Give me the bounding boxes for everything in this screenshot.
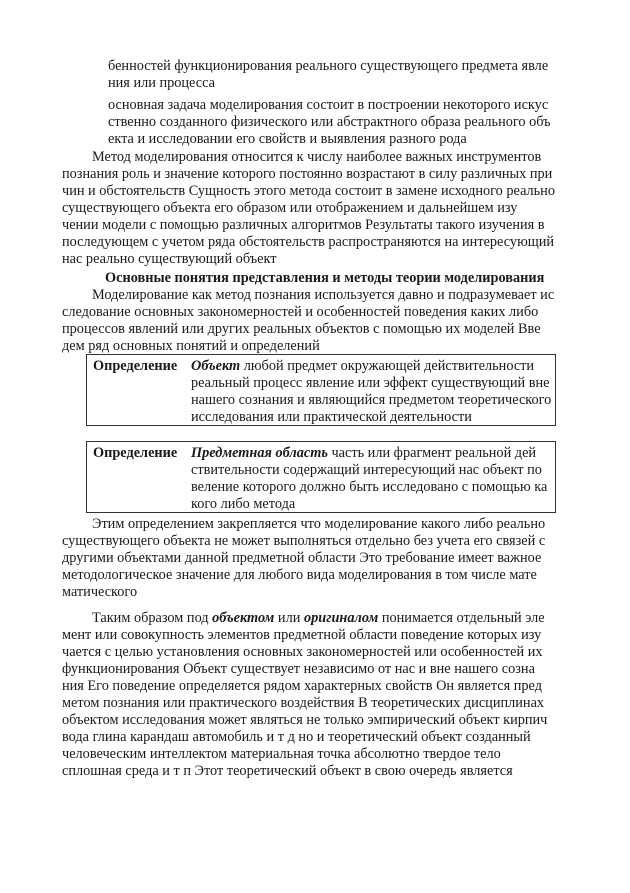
list-item-line: ния или процесса <box>108 75 215 91</box>
paragraph-line: Моделирование как метод познания используется давно и подразумевает ис <box>92 287 555 303</box>
paragraph-line: вода глина карандаш автомобиль и т д но и теоретический объект созданный <box>62 729 531 745</box>
definition-box-object <box>86 354 556 426</box>
paragraph-line: последующем с учетом ряда обстоятельств распространяются на интересующий <box>62 234 555 250</box>
text-run: или <box>274 610 304 626</box>
paragraph-line: следование основных закономерностей и особенностей поведения каких либо <box>62 304 539 320</box>
paragraph-line: процессов явлений или других реальных объектов с помощью их моделей Вве <box>62 321 541 337</box>
paragraph-line: существующего объекта не может выполняться отдельно без учета его связей с <box>62 533 546 549</box>
text-run: понимается отдельный эле <box>378 610 545 626</box>
paragraph-line: ния Его поведение определяется рядом характерных свойств Он является пред <box>62 678 542 694</box>
list-item-line: бенностей функционирования реального существующего предмета явле <box>108 58 549 74</box>
paragraph-line: функционирования Объект существует независимо от нас и вне нашего созна <box>62 661 535 677</box>
definition-first-line <box>191 445 536 462</box>
paragraph-line: объектом исследования может являться не только эмпирический объект кирпич <box>62 712 548 728</box>
definition-box-subject-area <box>86 441 556 513</box>
paragraph-line: чается с целью установления основных закономерностей или особенностей их <box>62 644 543 660</box>
paragraph-line: другими объектами данной предметной области Это требование имеет важное <box>62 550 542 566</box>
paragraph-line: матического <box>62 584 138 600</box>
list-item-line: ственно созданного физического или абстрактного образа реального объ <box>108 114 551 130</box>
definition-text: кого либо метода <box>191 496 296 512</box>
paragraph-line: методологическое значение для любого вида моделирования в том числе мате <box>62 567 537 583</box>
paragraph-line: Этим определением закрепляется что моделирование какого либо реально <box>92 516 546 532</box>
list-item-line: основная задача моделирования состоит в построении некоторого искус <box>108 97 549 113</box>
definition-text: нашего сознания и являющийся предметом теоретического <box>191 392 552 408</box>
paragraph-line: дем ряд основных понятий и определений <box>62 338 320 354</box>
definition-first-line <box>191 358 534 375</box>
definition-text: ствительности содержащий интересующий нас объект по <box>191 462 542 478</box>
emphasis-term: объектом <box>212 610 275 626</box>
definition-text: веление которого должно быть исследовано с помощью ка <box>191 479 548 495</box>
definition-text: часть или фрагмент реальной дей <box>327 445 537 461</box>
section-heading: Основные понятия представления и методы теории моделирования <box>105 270 545 286</box>
definition-term: Предметная область <box>191 445 328 461</box>
definition-term: Объект <box>191 358 241 374</box>
paragraph-line <box>92 610 545 627</box>
definition-text: любой предмет окружающей действительности <box>240 358 535 374</box>
paragraph-line: познания роль и значение которого постоянно возрастают в силу различных при <box>62 166 553 182</box>
paragraph-line: человеческим интеллектом материальная точка абсолютно твердое тело <box>62 746 501 762</box>
paragraph-line: сплошная среда и т п Этот теоретический объект в свою очередь является <box>62 763 513 779</box>
paragraph-line: Метод моделирования относится к числу наиболее важных инструментов <box>92 149 542 165</box>
paragraph-line: нас реально существующий объект <box>62 251 277 267</box>
paragraph-line: существующего объекта его образом или отображением и дальнейшем изу <box>62 200 518 216</box>
definition-text: исследования или практической деятельности <box>191 409 472 425</box>
definition-text: реальный процесс явление или эффект существующий вне <box>191 375 550 391</box>
list-item-line: екта и исследовании его свойств и выявления разного рода <box>108 131 467 147</box>
paragraph-line: чин и обстоятельств Сущность этого метода состоит в замене исходного реально <box>62 183 555 199</box>
definition-label: Определение <box>93 358 178 374</box>
emphasis-term: оригиналом <box>303 610 379 626</box>
definition-label: Определение <box>93 445 178 461</box>
paragraph-line: мент или совокупность элементов предметной области поведение которых изу <box>62 627 542 643</box>
text-run: Таким образом под <box>92 610 213 626</box>
paragraph-line: метом познания или практического воздействия В теоретических дисциплинах <box>62 695 545 711</box>
paragraph-line: чении модели с помощью различных алгоритмов Результаты такого изучения в <box>62 217 545 233</box>
